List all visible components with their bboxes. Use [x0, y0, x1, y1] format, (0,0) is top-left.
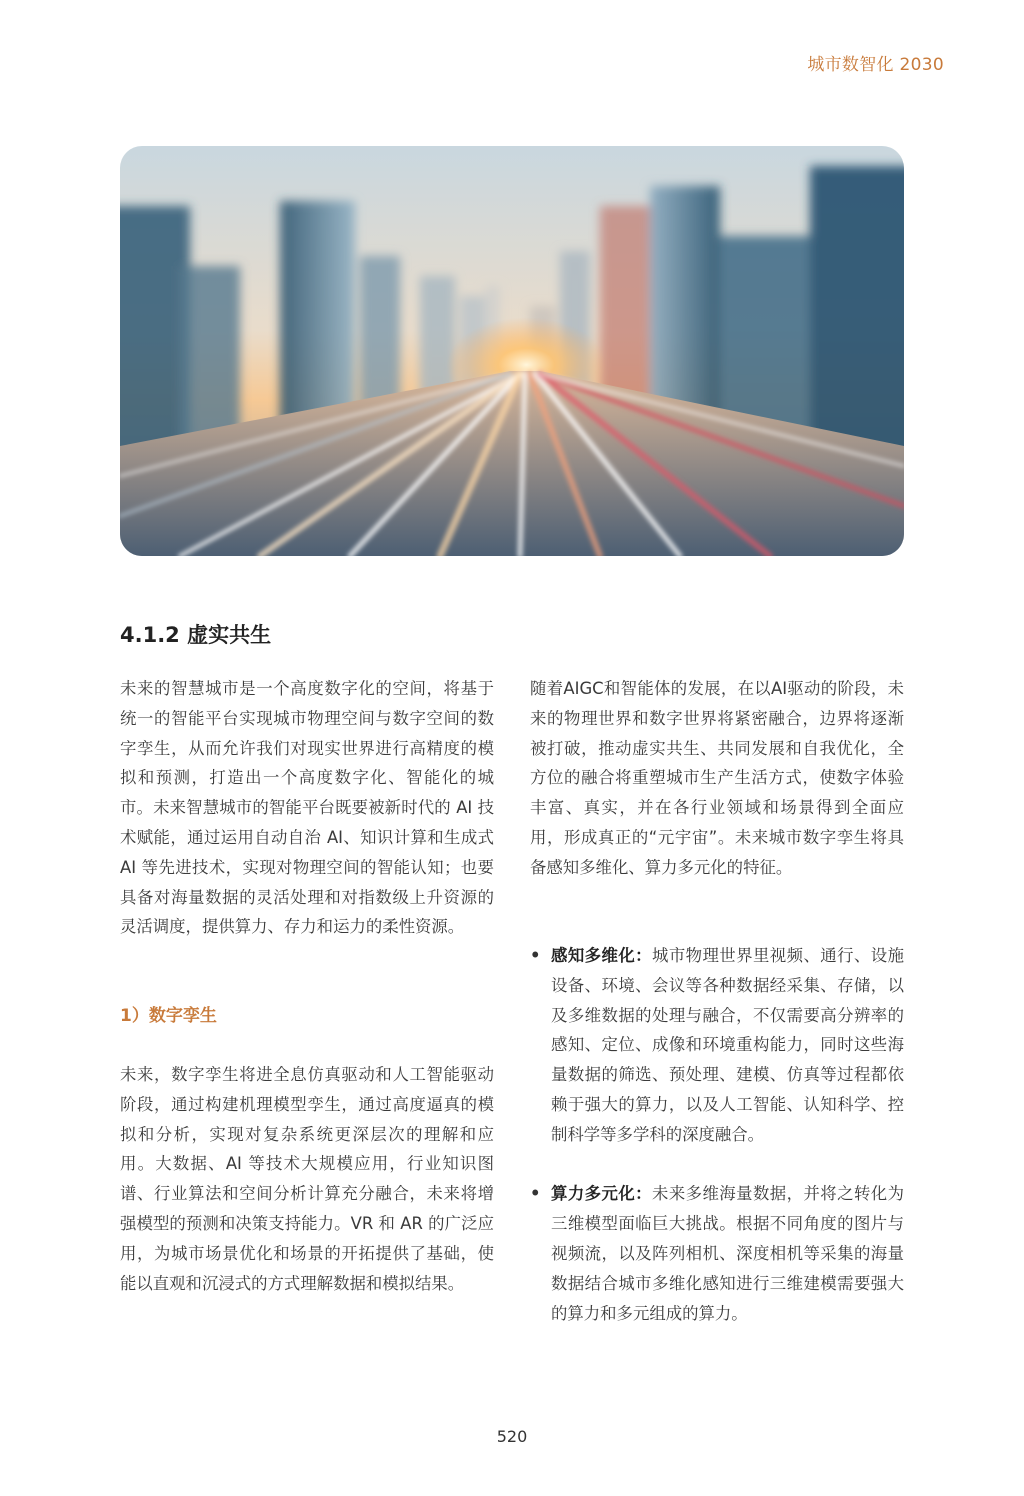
bullet-term: 感知多维化：: [551, 946, 652, 965]
running-header-title: 城市数智化 2030: [807, 55, 944, 75]
left-column-intro: [120, 674, 494, 942]
page-number: 520: [496, 1427, 528, 1446]
feature-bullet-list: [530, 941, 904, 1358]
right-column-intro: [530, 674, 904, 883]
bullet-dot-icon: •: [530, 1184, 541, 1204]
bullet-term: 算力多元化：: [551, 1184, 652, 1204]
aigc-paragraph: 随着AIGC和智能体的发展，在以AI驱动的阶段，未来的物理世界和数字世界将紧密融合，边界将逐渐被打破，推动虚实共生、共同发展和自我优化，全方位的融合将重塑城市生产生活方式，使数字体验丰富、真实，并在各行业领域和场景得到全面应用，形成真正的“元宇宙”。未来城市数字孪生将具备感知多维化、算力多元化的特征。: [530, 679, 904, 877]
subheading-digital-twin: 1）数字孪生: [120, 1006, 217, 1026]
bullet-computing: [530, 1179, 904, 1328]
left-column-digital-twin: [120, 1060, 494, 1298]
intro-paragraph: 未来的智慧城市是一个高度数字化的空间，将基于统一的智能平台实现城市物理空间与数字空间的数字孪生，从而允许我们对现实世界进行高精度的模拟和预测，打造出一个高度数字化、智能化的城市。未来智慧城市的智能平台既要被新时代的 AI 技术赋能，通过运用自动自治 AI、知识计算和生成式 AI 等先进技术，实现对物理空间的智能认知；也要具备对海量数据的灵活处理和对指数级上升资源的灵活调度，提供算力、存力和运力的柔性资源。: [120, 679, 494, 937]
bullet-text: 未来多维海量数据，并将之转化为三维模型面临巨大挑战。根据不同角度的图片与视频流，以及阵列相机、深度相机等采集的海量数据结合城市多维化感知进行三维建模需要强大的算力和多元组成的算力。: [551, 1184, 905, 1323]
bullet-dot-icon: •: [530, 946, 541, 965]
bullet-text: 城市物理世界里视频、通行、设施设备、环境、会议等各种数据经采集、存储，以及多维数据的处理与融合，不仅需要高分辨率的感知、定位、成像和环境重构能力，同时这些海量数据的筛选、预处理、建模、仿真等过程都依赖于强大的算力，以及人工智能、认知科学、控制科学等多学科的深度融合。: [551, 946, 905, 1144]
hero-city-image: [120, 146, 904, 556]
bullet-perception: [530, 941, 904, 1150]
digital-twin-paragraph: 未来，数字孪生将进全息仿真驱动和人工智能驱动阶段，通过构建机理模型孪生，通过高度逼真的模拟和分析，实现对复杂系统更深层次的理解和应用。大数据、AI 等技术大规模应用，行业知识图谱、行业算法和空间分析计算充分融合，未来将增强模型的预测和决策支持能力。VR 和 AR 的广泛应用，为城市场景优化和场景的开拓提供了基础，使能以直观和沉浸式的方式理解数据和模拟结果。: [120, 1065, 494, 1293]
section-heading: 4.1.2 虚实共生: [120, 623, 272, 647]
